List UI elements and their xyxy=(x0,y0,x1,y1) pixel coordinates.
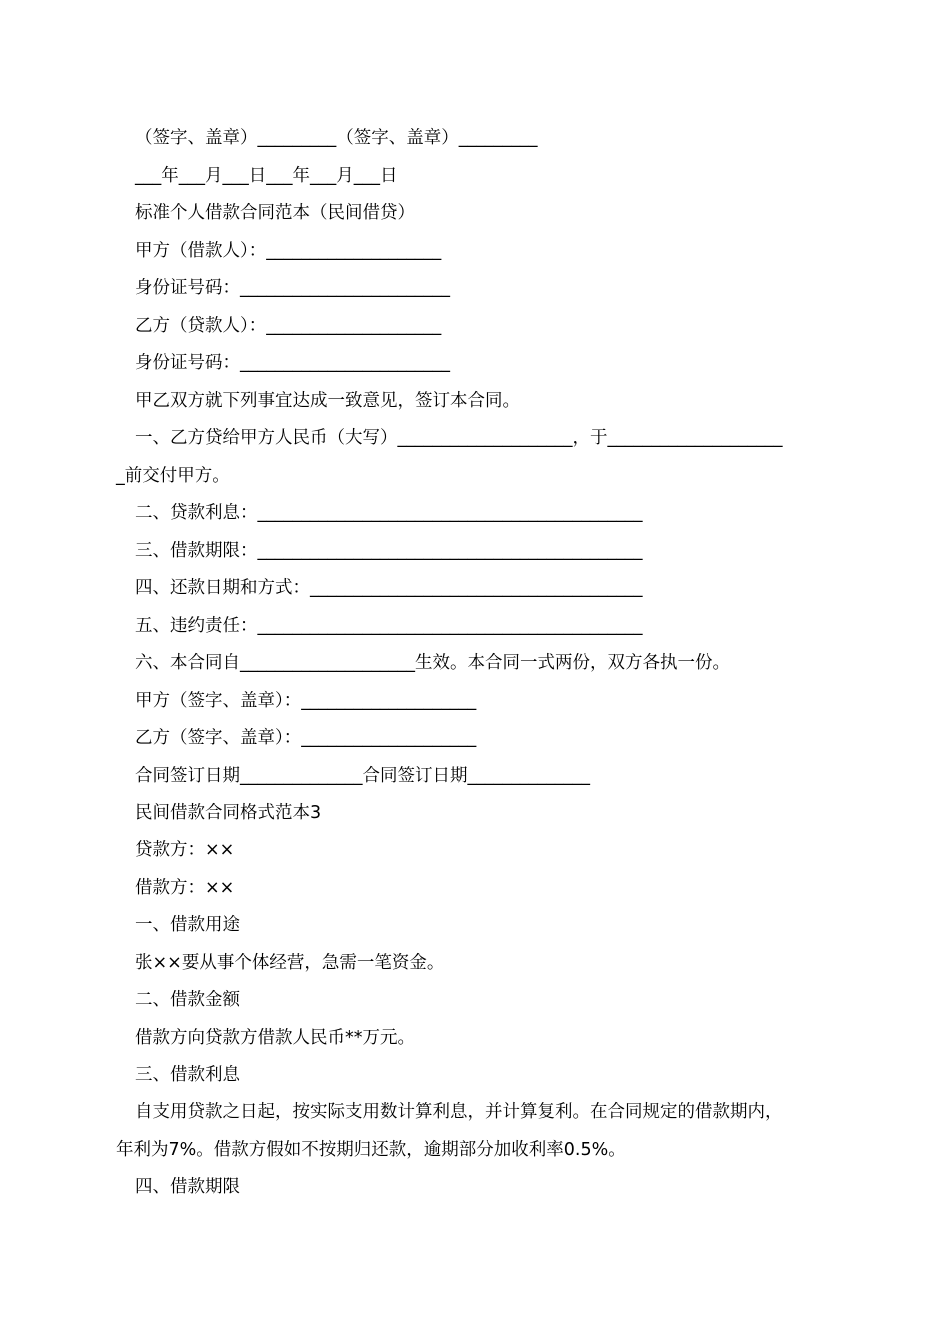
party-b-signature: 乙方（签字、盖章）：____________________ xyxy=(135,728,477,748)
interest-text-continued: 年利为7%。借款方假如不按期归还款，逾期部分加收利率0.5%。 xyxy=(116,1140,626,1160)
clause-2: 二、贷款利息：____________________________________________ xyxy=(135,503,643,523)
lender-line: 贷款方：×× xyxy=(135,840,235,860)
clause-3: 三、借款期限：____________________________________________ xyxy=(135,541,643,561)
date-line: ___年___月___日___年___月___日 xyxy=(135,166,398,186)
section-title: 民间借款合同格式范本3 xyxy=(135,803,322,823)
amount-text: 借款方向贷款方借款人民币**万元。 xyxy=(135,1028,415,1048)
heading-term: 四、借款期限 xyxy=(135,1177,240,1197)
heading-purpose: 一、借款用途 xyxy=(135,915,240,935)
agreement-intro: 甲乙双方就下列事宜达成一致意见，签订本合同。 xyxy=(135,391,520,411)
signing-date-line: 合同签订日期______________合同签订日期______________ xyxy=(135,766,590,786)
party-b-id-line: 身份证号码：________________________ xyxy=(135,353,450,373)
party-a-id-line: 身份证号码：________________________ xyxy=(135,278,450,298)
borrower-line: 借款方：×× xyxy=(135,878,235,898)
contract-title: 标准个人借款合同范本（民间借贷） xyxy=(135,203,415,223)
clause-1-continued: _前交付甲方。 xyxy=(116,466,230,486)
clause-5: 五、违约责任：____________________________________________ xyxy=(135,616,643,636)
party-a-signature: 甲方（签字、盖章）：____________________ xyxy=(135,691,477,711)
party-b-line: 乙方（贷款人）：____________________ xyxy=(135,316,442,336)
heading-amount: 二、借款金额 xyxy=(135,990,240,1010)
interest-text: 自支用贷款之日起，按实际支用数计算利息，并计算复利。在合同规定的借款期内， xyxy=(135,1102,783,1122)
signature-seal-line: （签字、盖章）_________（签字、盖章）_________ xyxy=(135,128,538,148)
clause-1: 一、乙方贷给甲方人民币（大写）____________________，于____________________ xyxy=(135,428,783,448)
purpose-text: 张××要从事个体经营，急需一笔资金。 xyxy=(135,953,445,973)
clause-4: 四、还款日期和方式：______________________________________ xyxy=(135,578,643,598)
heading-interest: 三、借款利息 xyxy=(135,1065,240,1085)
party-a-line: 甲方（借款人）：____________________ xyxy=(135,241,442,261)
clause-6: 六、本合同自____________________生效。本合同一式两份，双方各执一份。 xyxy=(135,653,730,673)
